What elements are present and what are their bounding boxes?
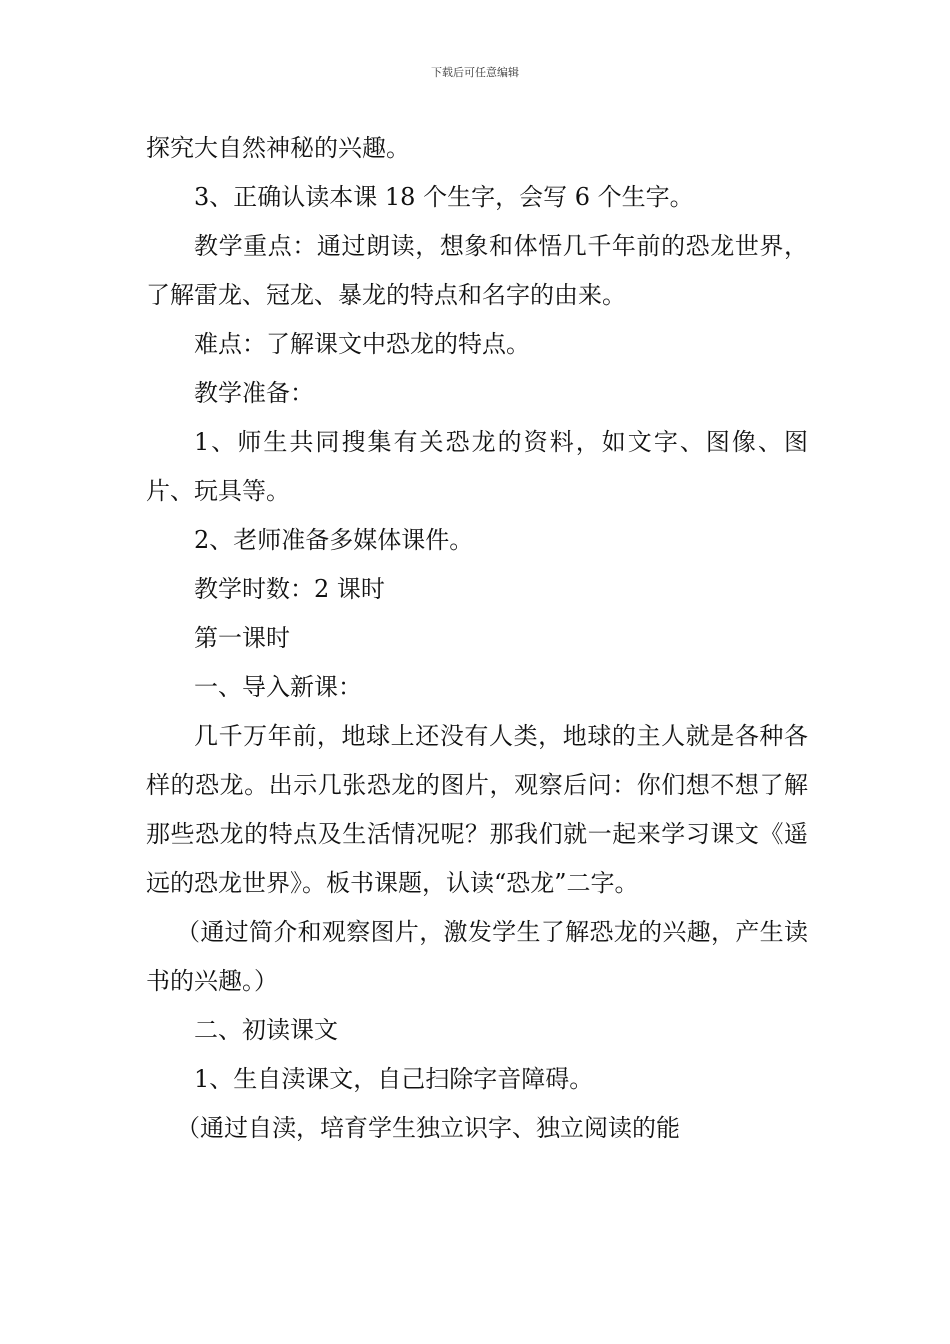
- paragraph-4: 难点：了解课文中恐龙的特点。: [194, 330, 530, 358]
- paragraph-13: 二、初读课文: [194, 1016, 338, 1044]
- paragraph-5: 教学准备：: [194, 379, 314, 407]
- paragraph-6: 1、师生共同搜集有关恐龙的资料，如文字、图像、图片、玩具等。: [146, 428, 808, 505]
- paragraph-11: 几千万年前，地球上还没有人类，地球的主人就是各种各样的恐龙。出示几张恐龙的图片，观察后问：你们想不想了解那些恐龙的特点及生活情况呢？那我们就一起来学习课文《遥远的恐龙世界》。板书课题，认读“恐龙”二字。: [146, 722, 808, 897]
- paragraph-10: 一、导入新课：: [194, 673, 362, 701]
- document-body: [146, 124, 808, 1153]
- paragraph-12: （通过简介和观察图片，激发学生了解恐龙的兴趣，产生读书的兴趣。）: [146, 918, 808, 995]
- paragraph-2: 3、正确认读本课 18 个生字，会写 6 个生字。: [194, 183, 694, 211]
- paragraph-8: 教学时数：2 课时: [194, 575, 385, 603]
- paragraph-1: 探究大自然神秘的兴趣。: [146, 134, 410, 162]
- paragraph-15: （通过自渎，培育学生独立识字、独立阅读的能: [176, 1114, 680, 1142]
- page-header: 下载后可任意编辑: [431, 66, 519, 79]
- paragraph-14: 1、生自渎课文，自己扫除字音障碍。: [194, 1065, 594, 1093]
- paragraph-7: 2、老师准备多媒体课件。: [194, 526, 474, 554]
- paragraph-3: 教学重点：通过朗读，想象和体悟几千年前的恐龙世界，了解雷龙、冠龙、暴龙的特点和名字的由来。: [146, 232, 808, 309]
- paragraph-9: 第一课时: [194, 624, 290, 652]
